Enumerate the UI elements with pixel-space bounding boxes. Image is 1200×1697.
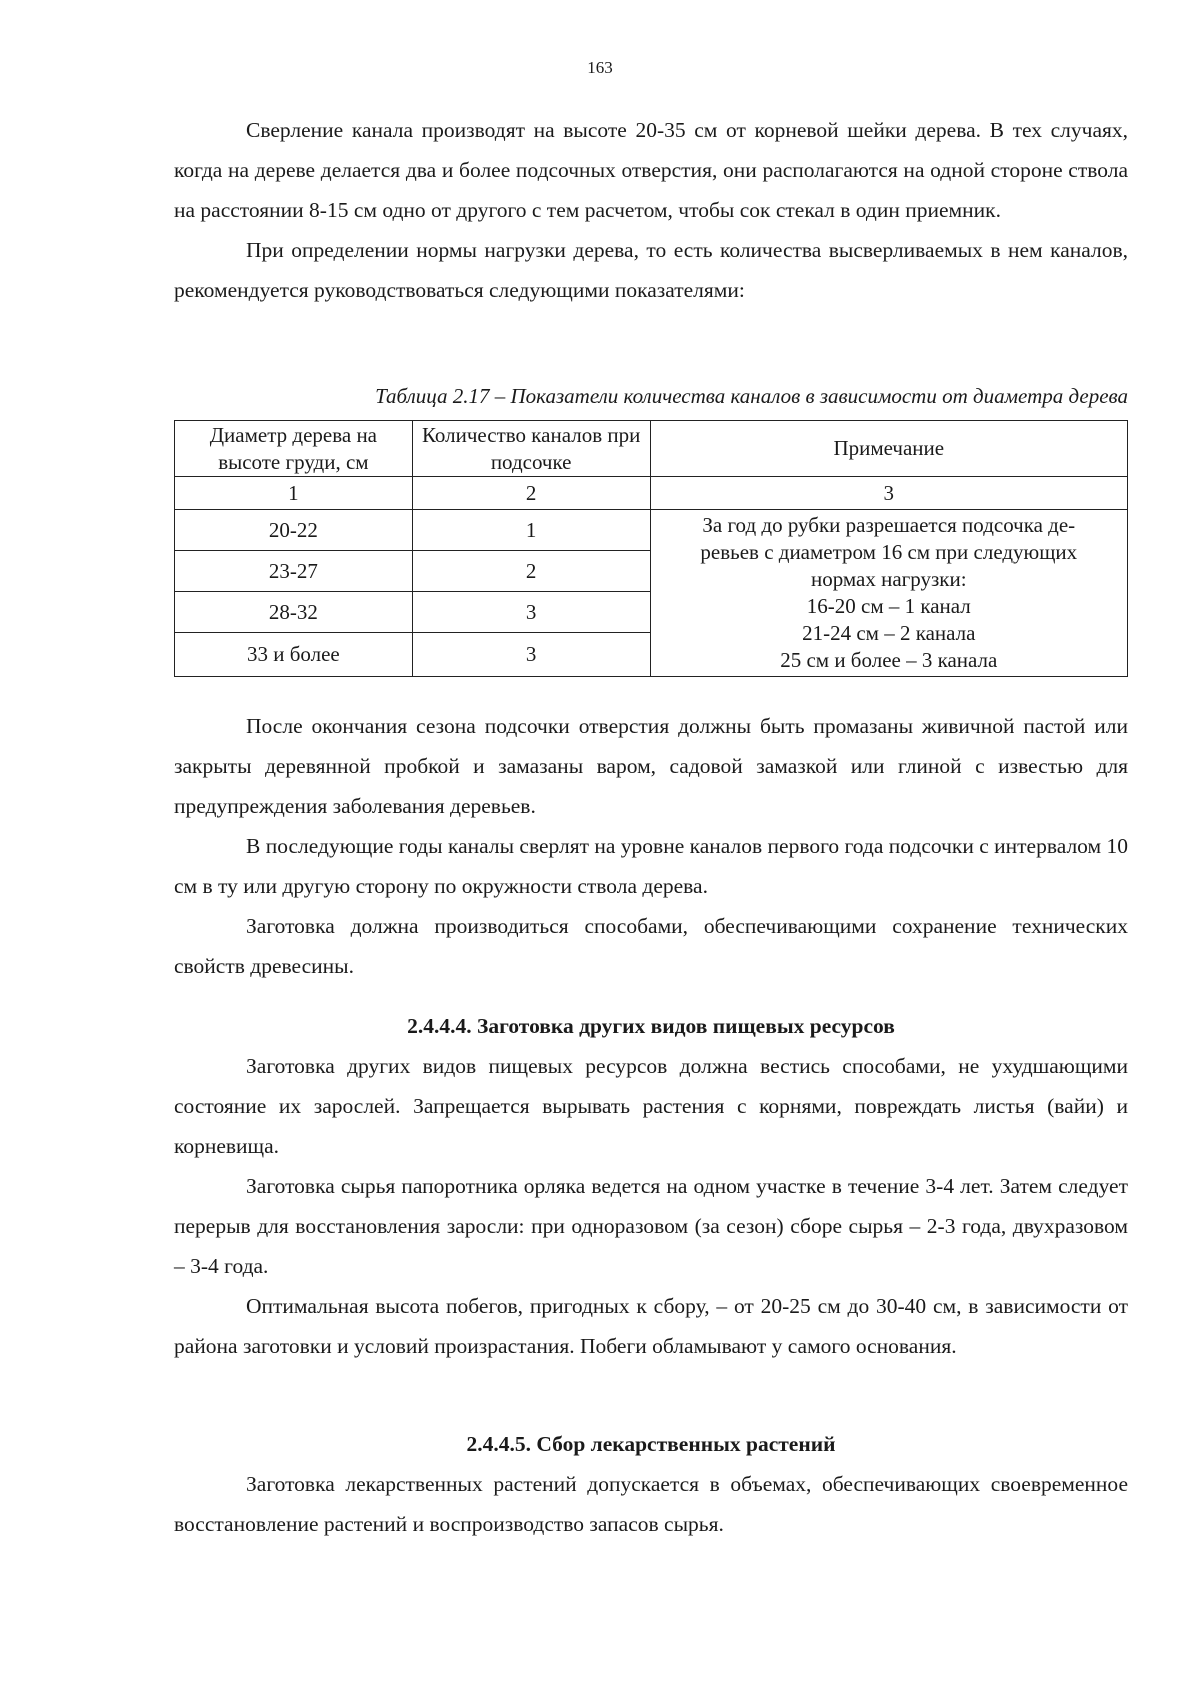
note-line: 16-20 см – 1 канал xyxy=(806,594,971,618)
channels-table xyxy=(174,420,1128,677)
header-channels: Количество каналов при подсочке xyxy=(412,421,650,477)
note-cell xyxy=(650,510,1127,677)
after-table-text xyxy=(174,706,1128,986)
paragraph: При определении нормы нагрузки дерева, то есть количества высверливаемых в нем каналов, рекомендуется руководствоваться следующими показателями: xyxy=(174,238,1128,302)
section-heading-2445: 2.4.4.5. Сбор лекарственных растений xyxy=(466,1432,836,1456)
paragraph: Заготовка других видов пищевых ресурсов должна вестись способами, не ухудшающими состояние их зарослей. Запрещается вырывать растения с корнями, повреждать листья (вайи) и корневища. xyxy=(174,1054,1128,1158)
column-number: 1 xyxy=(175,477,413,510)
table-header-row xyxy=(175,421,1128,477)
note-line: 25 см и более – 3 канала xyxy=(780,648,998,672)
note-line: нормах нагрузки: xyxy=(810,567,967,591)
paragraph: Оптимальная высота побегов, пригодных к сбору, – от 20-25 см до 30-40 см, в зависимости от района заготовки и условий произрастания. Побеги обламывают у самого основания. xyxy=(174,1294,1128,1358)
table-caption: Таблица 2.17 – Показатели количества каналов в зависимости от диаметра дерева xyxy=(375,384,1128,408)
section-2444-text xyxy=(174,1046,1128,1366)
channels-cell: 3 xyxy=(412,633,650,677)
paragraph: После окончания сезона подсочки отверстия должны быть промазаны живичной пастой или закрыты деревянной пробкой и замазаны варом, садовой замазкой или глиной с известью для предупреждения заболевания деревьев. xyxy=(174,714,1128,818)
paragraph: Заготовка должна производиться способами, обеспечивающими сохранение технических свойств древесины. xyxy=(174,914,1128,978)
header-diameter: Диаметр дерева на высоте груди, см xyxy=(175,421,413,477)
section-heading-2444: 2.4.4.4. Заготовка других видов пищевых ресурсов xyxy=(407,1014,895,1038)
column-number: 2 xyxy=(412,477,650,510)
page-number: 163 xyxy=(587,58,613,77)
diameter-cell: 28-32 xyxy=(175,592,413,633)
section-2445-text xyxy=(174,1464,1128,1544)
note-line: 21-24 см – 2 канала xyxy=(802,621,976,645)
note-line: ревьев с диаметром 16 см при следующих xyxy=(700,540,1078,564)
paragraph: В последующие годы каналы сверлят на уровне каналов первого года подсочки с интервалом 10 см в ту или другую сторону по окружности ствола дерева. xyxy=(174,834,1128,898)
intro-text xyxy=(174,110,1128,310)
paragraph: Заготовка лекарственных растений допускается в объемах, обеспечивающих своевременное восстановление растений и воспроизводство запасов сырья. xyxy=(174,1472,1128,1536)
diameter-cell: 33 и более xyxy=(175,633,413,677)
note-line: За год до рубки разрешается подсочка де- xyxy=(702,513,1076,537)
table-row xyxy=(175,510,1128,551)
column-number: 3 xyxy=(650,477,1127,510)
header-note: Примечание xyxy=(650,421,1127,477)
channels-cell: 3 xyxy=(412,592,650,633)
diameter-cell: 20-22 xyxy=(175,510,413,551)
channels-cell: 2 xyxy=(412,551,650,592)
channels-cell: 1 xyxy=(412,510,650,551)
diameter-cell: 23-27 xyxy=(175,551,413,592)
column-number-row xyxy=(175,477,1128,510)
paragraph: Сверление канала производят на высоте 20-35 см от корневой шейки дерева. В тех случаях, когда на дереве делается два и более подсочных отверстия, они располагаются на одной стороне ствола на расстоянии 8-15 см одно от другого с тем расчетом, чтобы сок стекал в один приемник. xyxy=(174,118,1128,222)
paragraph: Заготовка сырья папоротника орляка ведется на одном участке в течение 3-4 лет. Затем следует перерыв для восстановления заросли: при одноразовом (за сезон) сборе сырья – 2-3 года, двухразовом – 3-4 года. xyxy=(174,1174,1128,1278)
